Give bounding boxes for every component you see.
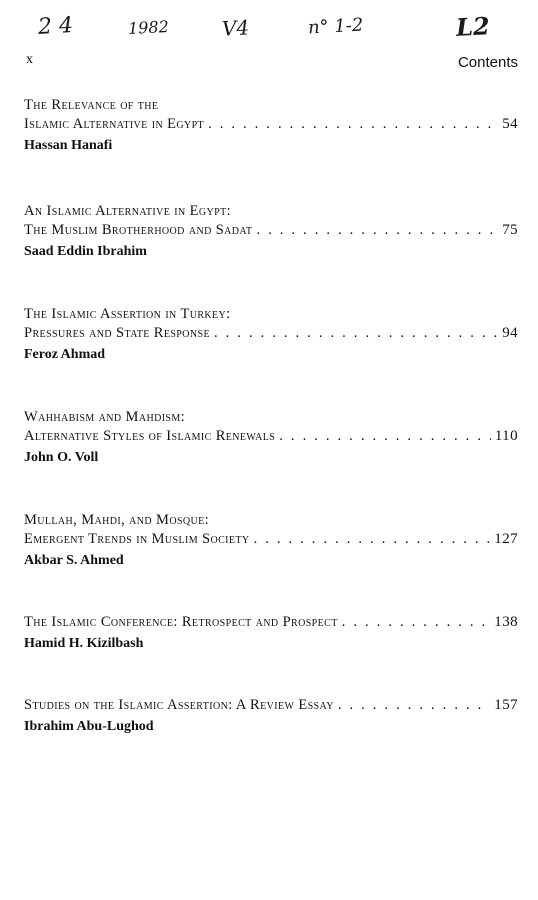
entry-title-row xyxy=(24,115,518,134)
toc-entry[interactable] xyxy=(24,305,518,365)
handwritten-note: L2 xyxy=(455,11,491,42)
running-head: Contents xyxy=(457,54,518,71)
entry-title-line1: The Islamic Assertion in Turkey: xyxy=(24,306,231,322)
entry-page-number: 127 xyxy=(494,531,518,547)
entry-author: Ibrahim Abu-Lughod xyxy=(24,719,154,734)
toc-entry[interactable] xyxy=(24,613,518,654)
entry-author: Akbar S. Ahmed xyxy=(24,553,124,568)
entry-author: John O. Voll xyxy=(24,450,99,465)
entry-author: Feroz Ahmad xyxy=(24,347,106,362)
entry-page-number: 157 xyxy=(494,697,518,713)
toc-entry[interactable] xyxy=(24,202,518,262)
handwritten-note: 2 4 xyxy=(37,13,74,40)
entry-title: The Islamic Conference: Retrospect and Prospect xyxy=(24,614,338,630)
entry-title-line1: Wahhabism and Mahdism: xyxy=(24,409,186,425)
leader-dots xyxy=(214,324,498,343)
entry-author: Saad Eddin Ibrahim xyxy=(24,244,147,259)
leader-dots xyxy=(256,221,498,240)
entry-title-line2: Emergent Trends in Muslim Society xyxy=(24,531,250,547)
entry-page-number: 75 xyxy=(502,222,518,238)
entry-title-row xyxy=(24,221,518,240)
leader-dots xyxy=(338,696,490,715)
entry-author: Hamid H. Kizilbash xyxy=(24,636,144,651)
entry-title-line1: An Islamic Alternative in Egypt: xyxy=(24,203,232,219)
entry-title-row xyxy=(24,427,518,446)
entry-page-number: 54 xyxy=(502,116,518,132)
entry-author: Hassan Hanafi xyxy=(24,138,113,153)
toc-entry[interactable] xyxy=(24,511,518,571)
entry-title-line1: Mullah, Mahdi, and Mosque: xyxy=(24,512,210,528)
leader-dots xyxy=(342,613,491,632)
entry-title-row xyxy=(24,696,518,715)
entry-title-line1: The Relevance of the xyxy=(24,97,159,113)
handwritten-note: n° 1-2 xyxy=(307,14,364,39)
entry-title-row xyxy=(24,324,518,343)
entry-title-line2: Alternative Styles of Islamic Renewals xyxy=(24,428,276,444)
entry-title-line2: The Muslim Brotherhood and Sadat xyxy=(24,222,253,238)
toc-entry[interactable] xyxy=(24,696,518,737)
page-number-roman: x xyxy=(26,52,33,67)
entry-page-number: 138 xyxy=(494,614,518,630)
toc-entry[interactable] xyxy=(24,408,518,468)
handwritten-note: V4 xyxy=(221,15,250,41)
entry-title: Studies on the Islamic Assertion: A Review Essay xyxy=(24,697,334,713)
entry-title-row xyxy=(24,613,518,632)
leader-dots xyxy=(208,115,498,134)
toc-entry[interactable] xyxy=(24,96,518,156)
handwritten-note: 1982 xyxy=(127,16,170,39)
entry-page-number: 94 xyxy=(502,325,518,341)
entry-title-line2: Islamic Alternative in Egypt xyxy=(24,116,205,132)
leader-dots xyxy=(279,427,491,446)
leader-dots xyxy=(254,530,491,549)
entry-title-row xyxy=(24,530,518,549)
entry-page-number: 110 xyxy=(494,428,518,444)
entry-title-line2: Pressures and State Response xyxy=(24,325,210,341)
handwritten-annotations xyxy=(0,11,538,50)
